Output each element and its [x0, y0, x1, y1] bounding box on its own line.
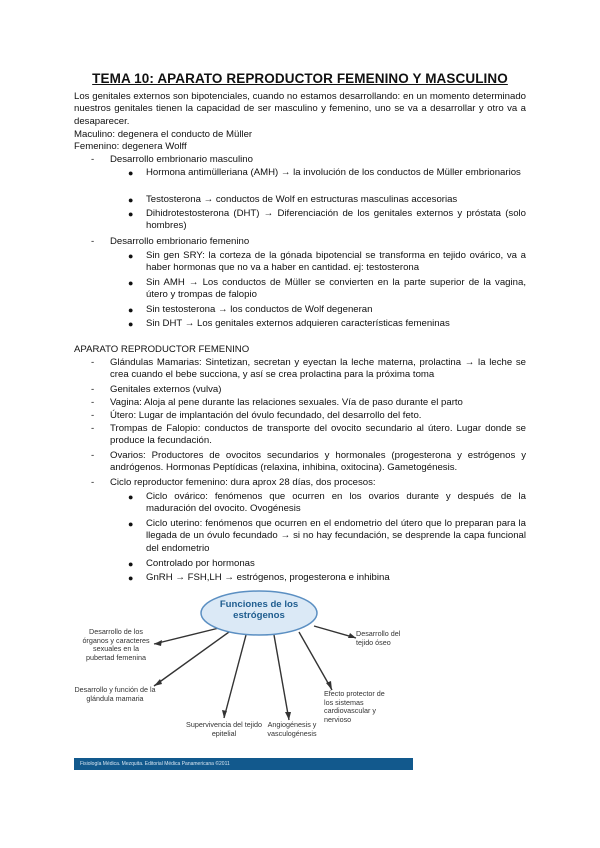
list-item: Sin AMH → Los conductos de Müller se convierten en la parte superior de la vagina, útero y trompas de falopio — [146, 277, 526, 301]
list-item: Sin DHT → Los genitales externos adquieren características femeninas — [146, 318, 450, 329]
connector-line — [274, 635, 289, 720]
list-item: Glándulas Mamarias: Sintetizan, secretan y eyectan la leche materna, prolactina → la leche se crea cuando el bebe succiona, y así se crea prolactina para la próxima toma — [110, 357, 526, 381]
bullet-icon: ● — [128, 168, 134, 178]
arrowhead — [348, 633, 356, 638]
bullet-icon: ● — [128, 519, 134, 529]
figure-caption-bar — [74, 758, 413, 770]
dash-icon: - — [91, 410, 95, 421]
list-item: Genitales externos (vulva) — [110, 384, 222, 395]
list-item: Ciclo reproductor femenino: dura aprox 28 días, dos procesos: — [110, 477, 376, 488]
connector-line — [299, 632, 332, 690]
estrogen-functions-figure — [74, 586, 413, 770]
figure-label: Desarrollo de los órganos y caracteres sexuales en la pubertad femenina — [82, 627, 150, 662]
bullet-icon: ● — [128, 319, 134, 329]
dash-icon: - — [91, 236, 95, 247]
list-item: Vagina: Aloja al pene durante las relaciones sexuales. Vía de paso durante el parto — [110, 397, 463, 408]
list-item: Útero: Lugar de implantación del óvulo fecundado, del desarrollo del feto. — [110, 410, 422, 421]
list-item: Ovarios: Productores de ovocitos secundarios y hormonales (progesterona y estrógenos y andrógenos. Hormonas Peptídicas (relaxina, inhibina, oxitocina). Gametogénesis. — [110, 450, 526, 474]
bullet-icon: ● — [128, 573, 134, 583]
list-item: Hormona antimülleriana (AMH) → la involución de los conductos de Müller embrionarios — [146, 167, 521, 178]
bullet-icon: ● — [128, 278, 134, 288]
connector-line — [154, 628, 219, 644]
section-title: APARATO REPRODUCTOR FEMENINO — [74, 344, 250, 355]
list-item: Testosterona → conductos de Wolf en estructuras masculinas accesorias — [146, 194, 458, 205]
figure-label: Efecto protector de los sistemas cardiovascular y nervioso — [324, 689, 385, 724]
dev-masc-heading: Desarrollo embrionario masculino — [110, 154, 253, 165]
bullet-icon: ● — [128, 251, 134, 261]
figure-caption: Fisiología Médica. Mezquita. Editorial Médica Panamericana ©2011 — [80, 761, 230, 767]
list-item: Sin testosterona → los conductos de Wolf degeneran — [146, 304, 373, 315]
bullet-icon: ● — [128, 492, 134, 502]
intro-paragraph: Los genitales externos son bipotenciales, cuando no estamos desarrollando: en un momento determinado nuestros genitales tienen la capacidad de ser masculino y femenino, uno se va a desarrollar y otro va a desaparecer. — [74, 91, 526, 127]
figure-label: Supervivencia del tejido epitelial — [186, 720, 262, 738]
arrowhead — [222, 710, 227, 718]
list-item: Controlado por hormonas — [146, 558, 255, 569]
list-item: Trompas de Falopio: conductos de transporte del ovocito secundario al útero. Lugar donde se produce la fecundación. — [110, 423, 526, 447]
dev-fem-heading: Desarrollo embrionario femenino — [110, 236, 250, 247]
figure-label: Angiogénesis y vasculogénesis — [267, 720, 317, 738]
dash-icon: - — [91, 450, 95, 461]
dash-icon: - — [91, 357, 95, 368]
connector-line — [224, 635, 246, 718]
bullet-icon: ● — [128, 305, 134, 315]
dash-icon: - — [91, 397, 95, 408]
femenino-line: Femenino: degenera Wolff — [74, 141, 187, 152]
list-item: GnRH → FSH,LH → estrógenos, progesterona e inhibina — [146, 572, 390, 583]
list-item: Dihidrotestosterona (DHT) → Diferenciación de los genitales externos y próstata (solo hombres) — [146, 208, 526, 232]
bullet-icon: ● — [128, 559, 134, 569]
figure-label: Desarrollo del tejido óseo — [356, 629, 401, 647]
list-item: Ciclo uterino: fenómenos que ocurren en el endometrio del útero que lo preparan para la llegada de un óvulo fecundado → si no hay fecundación, se desprende la capa funcional del endometrio — [146, 518, 526, 554]
dash-icon: - — [91, 154, 95, 165]
dash-icon: - — [91, 477, 95, 488]
dash-icon: - — [91, 384, 95, 395]
page-title: TEMA 10: APARATO REPRODUCTOR FEMENINO Y MASCULINO — [92, 71, 508, 86]
figure-label: Desarrollo y función de la glándula mamaria — [74, 685, 156, 703]
arrowhead — [285, 712, 291, 720]
list-item: Ciclo ovárico: fenómenos que ocurren en los ovarios durante y después de la maduración del ovocito. Ovogénesis — [146, 491, 526, 515]
list-item: Sin gen SRY: la corteza de la gónada bipotencial se transforma en tejido ovárico, va a haber hormonas que no va a haber en cantidad. ej: testosterona — [146, 250, 526, 274]
masculino-line: Maculino: degenera el conducto de Müller — [74, 129, 253, 140]
bullet-icon: ● — [128, 209, 134, 219]
dash-icon: - — [91, 423, 95, 434]
figure-center-label: Funciones de los estrógenos — [219, 599, 299, 621]
bullet-icon: ● — [128, 195, 134, 205]
connector-line — [154, 632, 229, 686]
